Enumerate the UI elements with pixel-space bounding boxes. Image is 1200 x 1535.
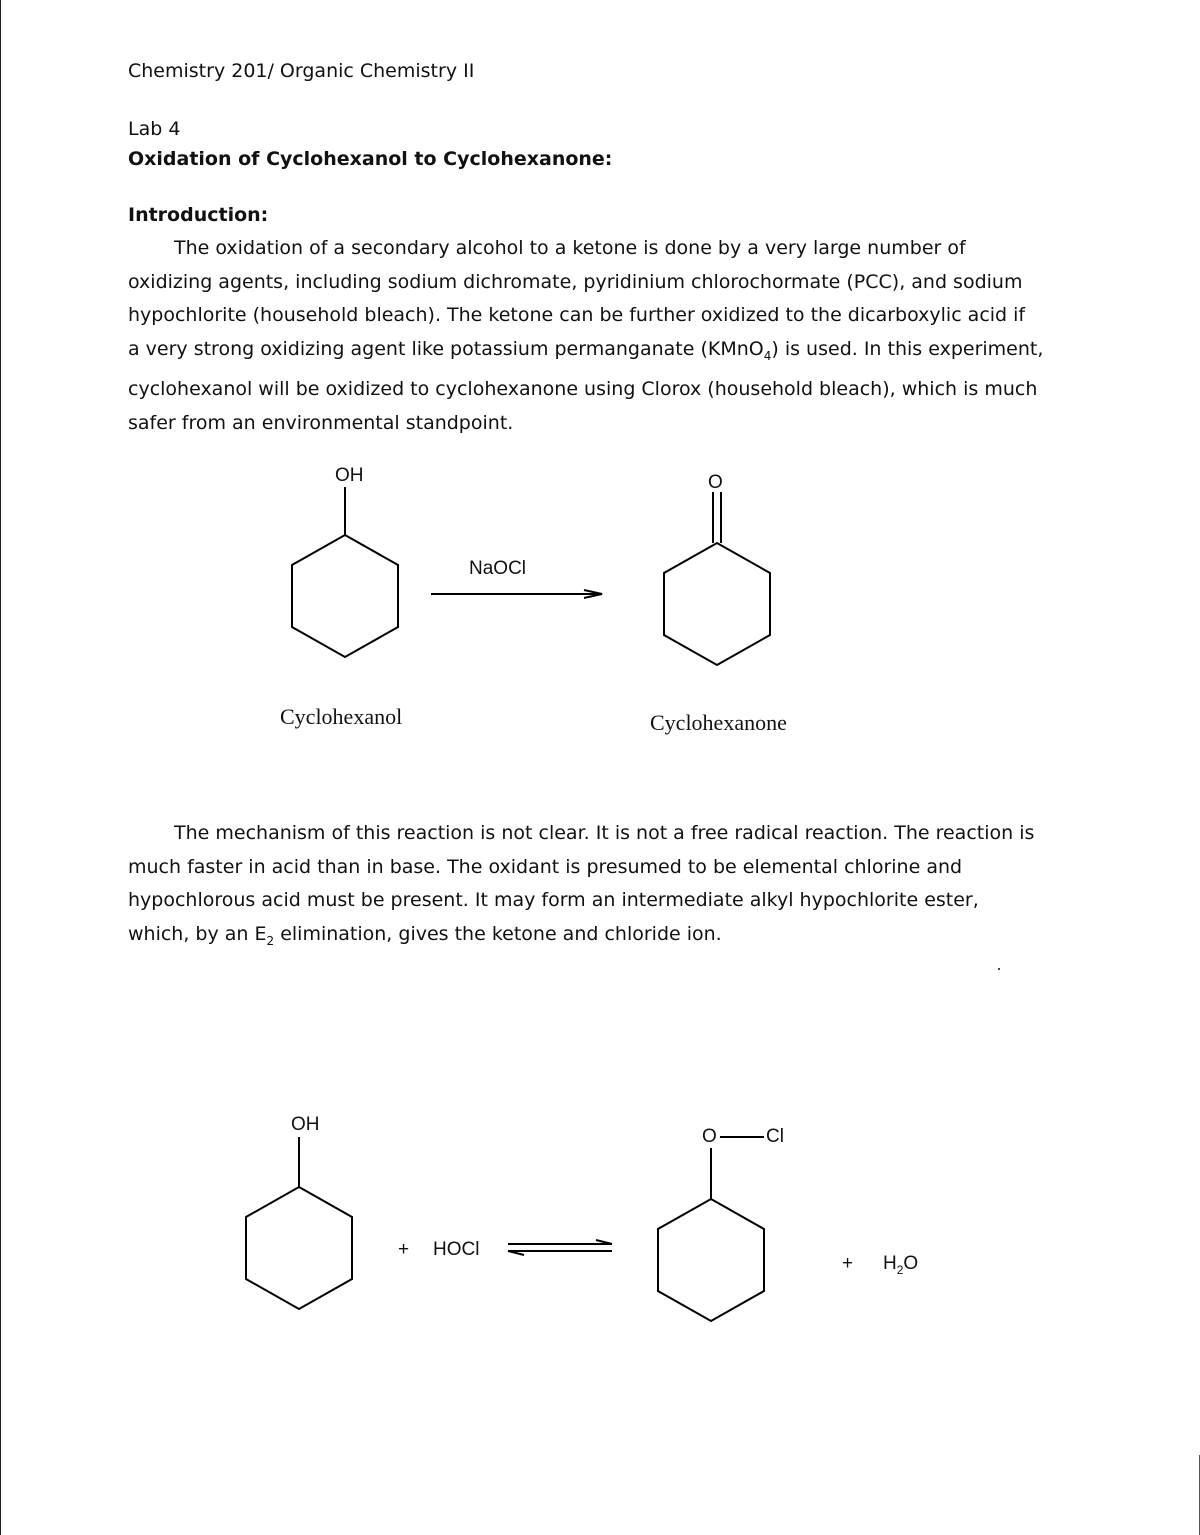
kmno4-subscript: 4 <box>763 348 772 363</box>
cyclohexanone-name: Cyclohexanone <box>650 710 787 735</box>
hypochlorite-ring <box>658 1199 764 1321</box>
intro-line-6: safer from an environmental standpoint. <box>128 411 514 434</box>
intro-line-4a: a very strong oxidizing agent like potassium permanganate (KMnO <box>128 337 764 360</box>
cyclohexanol-name: Cyclohexanol <box>280 704 403 729</box>
mech-line-4a: which, by an E <box>128 922 267 945</box>
mechanism-paragraph <box>128 817 1068 958</box>
plus-sign-2: + <box>842 1253 854 1274</box>
lab-title: Oxidation of Cyclohexanol to Cyclohexanone: <box>128 148 613 170</box>
cyclohexanol-oh-label: OH <box>335 465 364 486</box>
stray-mark <box>998 968 1000 970</box>
carbonyl-o-label: O <box>708 472 723 493</box>
cyclohexanol-oh-label-2: OH <box>291 1114 320 1135</box>
cyclohexanol-ring-2 <box>246 1187 352 1309</box>
mech-line-1: The mechanism of this reaction is not clear. It is not a free radical reaction. The reaction is <box>174 822 1035 844</box>
water-o: O <box>903 1253 919 1274</box>
mech-line-3: hypochlorous acid must be present. It may form an intermediate alkyl hypochlorite ester, <box>128 889 979 912</box>
intro-line-2: oxidizing agents, including sodium dichromate, pyridinium chlorochormate (PCC), and sodium <box>128 270 1023 293</box>
e2-subscript: 2 <box>266 933 275 948</box>
intro-line-3: hypochlorite (household bleach). The ketone can be further oxidized to the dicarboxylic acid if <box>128 304 1026 327</box>
hocl-label: HOCl <box>433 1239 480 1260</box>
cyclohexanone-ring <box>664 543 770 665</box>
water-subscript: 2 <box>896 1262 904 1277</box>
hypochlorite-o-label: O <box>702 1126 717 1147</box>
hypochlorite-cl-label: Cl <box>766 1126 784 1147</box>
intro-line-5: cyclohexanol will be oxidized to cyclohexanone using Clorox (household bleach), which is much <box>128 378 1038 401</box>
intro-line-4b: ) is used. In this experiment, <box>771 337 1044 360</box>
intro-line-1: The oxidation of a secondary alcohol to a ketone is done by a very large number of <box>174 237 966 259</box>
mech-line-2: much faster in acid than in base. The oxidant is presumed to be elemental chlorine and <box>128 855 963 878</box>
mech-line-4b: elimination, gives the ketone and chloride ion. <box>274 922 722 945</box>
cyclohexanol-ring <box>292 535 398 657</box>
introduction-heading: Introduction: <box>128 204 269 226</box>
plus-sign-1: + <box>398 1239 410 1260</box>
water-h: H <box>883 1253 897 1274</box>
course-title: Chemistry 201/ Organic Chemistry II <box>128 60 475 82</box>
reagent-label: NaOCl <box>469 558 527 579</box>
lab-number: Lab 4 <box>128 118 181 140</box>
water-label <box>883 1253 918 1277</box>
